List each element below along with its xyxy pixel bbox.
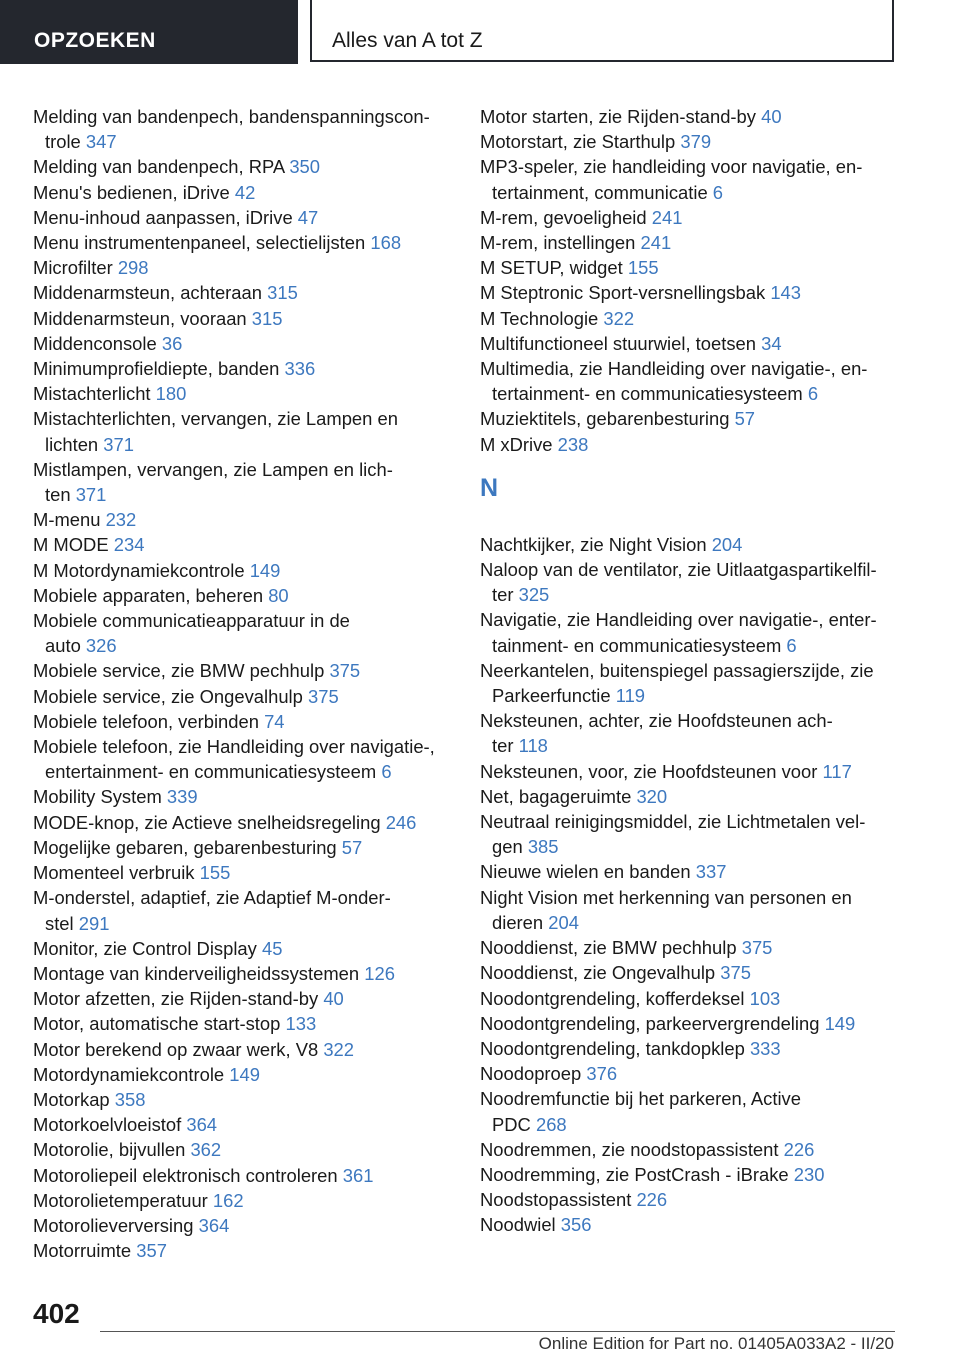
index-entry-text: Monitor, zie Control Display — [33, 937, 257, 959]
index-entry — [33, 331, 453, 356]
index-entry — [33, 1087, 453, 1112]
index-entry-text: Neerkantelen, buitenspiegel passagierszijde, zie — [480, 659, 874, 681]
page-reference-link[interactable]: 226 — [783, 1138, 815, 1160]
index-entry-continuation — [480, 633, 910, 658]
index-entry-text: PDC — [492, 1113, 531, 1135]
section-letter-heading: N — [480, 473, 499, 502]
section-tab-label: OPZOEKEN — [34, 29, 156, 52]
index-column-left — [33, 104, 453, 1263]
index-entry-text: M Motordynamiekcontrole — [33, 559, 245, 581]
index-entry-text: Motorkap — [33, 1088, 110, 1110]
page-reference-link[interactable]: 246 — [385, 811, 417, 833]
page-reference-link[interactable]: 350 — [289, 156, 320, 178]
index-entry — [33, 457, 453, 482]
index-entry-text: Noodontgrendeling, tankdopklep — [480, 1037, 745, 1059]
page-reference-link[interactable]: 40 — [323, 988, 344, 1010]
index-entry-text: Minimumprofieldiepte, banden — [33, 358, 280, 380]
index-entry-text: entertainment- en communicatiesysteem — [45, 761, 377, 783]
index-entry-continuation — [480, 381, 910, 406]
index-entry-text: Noodontgrendeling, parkeervergrendeling — [480, 1012, 820, 1034]
page-reference-link[interactable]: 57 — [734, 408, 756, 430]
index-entry-text: tertainment- en communicatiesysteem — [492, 383, 803, 405]
index-entry-text: Motor berekend op zwaar werk, V8 — [33, 1038, 319, 1060]
index-entry-text: ten — [45, 484, 71, 506]
page-reference-link[interactable]: 6 — [786, 634, 797, 656]
page-reference-link[interactable]: 358 — [114, 1088, 146, 1110]
index-entry — [480, 557, 910, 582]
page-reference-link[interactable]: 155 — [627, 257, 659, 279]
index-entry — [33, 583, 453, 608]
page-reference-link[interactable]: 339 — [166, 786, 198, 808]
page-reference-link[interactable]: 322 — [603, 307, 635, 329]
page-reference-link[interactable]: 356 — [560, 1214, 592, 1236]
page-reference-link[interactable]: 6 — [381, 761, 392, 783]
index-entry-text: Middenarmsteun, vooraan — [33, 307, 247, 329]
index-entry-text: Middenarmsteun, achteraan — [33, 282, 262, 304]
index-entry — [480, 1137, 910, 1162]
index-entry-text: Parkeerfunctie — [492, 685, 611, 707]
page-reference-link[interactable]: 379 — [680, 131, 712, 153]
index-entry-text: auto — [45, 635, 81, 657]
index-entry — [480, 1011, 910, 1036]
page-reference-link[interactable]: 375 — [741, 937, 773, 959]
index-entry-text: Neksteunen, achter, zie Hoofdsteunen ach- — [480, 710, 833, 732]
index-entry — [33, 532, 453, 557]
index-entry — [480, 406, 910, 431]
index-entry-text: Mistachterlicht — [33, 383, 151, 405]
index-entry — [33, 734, 453, 759]
index-entry-text: Menu's bedienen, iDrive — [33, 181, 230, 203]
index-entry — [33, 810, 453, 835]
page-reference-link[interactable]: 234 — [113, 534, 145, 556]
index-entry-text: Mobiele apparaten, beheren — [33, 584, 264, 606]
page-reference-link[interactable]: 375 — [329, 660, 361, 682]
index-entry-text: Noodstopassistent — [480, 1189, 632, 1211]
index-entry-text: MODE-knop, zie Actieve snelheidsregeling — [33, 811, 381, 833]
index-entry — [33, 986, 453, 1011]
page-reference-link[interactable]: 36 — [161, 332, 183, 354]
index-entry — [480, 986, 910, 1011]
index-entry — [480, 935, 910, 960]
index-entry-text: Middenconsole — [33, 332, 157, 354]
index-group-n — [480, 532, 910, 1238]
index-entry — [33, 381, 453, 406]
page-reference-link[interactable]: 117 — [822, 760, 852, 782]
index-entry-text: Motorstart, zie Starthulp — [480, 131, 676, 153]
page-reference-link[interactable]: 57 — [341, 836, 363, 858]
index-entry-text: Microfilter — [33, 257, 113, 279]
index-entry — [480, 607, 910, 632]
index-entry-text: gen — [492, 836, 523, 858]
page-reference-link[interactable]: 375 — [720, 962, 751, 984]
index-entry — [480, 205, 910, 230]
index-entry-continuation — [33, 129, 453, 154]
index-entry-text: stel — [45, 912, 74, 934]
index-entry-continuation — [33, 633, 453, 658]
index-entry — [480, 1212, 910, 1237]
index-entry-text: Noodremfunctie bij het parkeren, Active — [480, 1088, 801, 1110]
index-entry-text: Motorkoelvloeistof — [33, 1114, 182, 1136]
index-entry-continuation — [33, 911, 453, 936]
index-entry-text: M SETUP, widget — [480, 257, 623, 279]
page-reference-link[interactable]: 149 — [824, 1012, 856, 1034]
index-entry-text: Multifunctioneel stuurwiel, toetsen — [480, 332, 757, 354]
page-reference-link[interactable]: 40 — [761, 106, 782, 127]
index-entry-text: Mistlampen, vervangen, zie Lampen en lich- — [33, 458, 393, 480]
page-reference-link[interactable]: 326 — [85, 635, 117, 657]
page-reference-link[interactable]: 143 — [770, 282, 801, 304]
index-entry-continuation — [480, 834, 910, 859]
page-reference-link[interactable]: 204 — [548, 911, 579, 933]
index-entry — [33, 154, 453, 179]
index-entry-continuation — [480, 733, 910, 758]
page-reference-link[interactable]: 336 — [284, 358, 316, 380]
index-entry — [480, 809, 910, 834]
page-reference-link[interactable]: 238 — [557, 433, 589, 455]
index-entry-text: ter — [492, 735, 514, 757]
index-column-right — [480, 104, 910, 1238]
index-entry — [33, 784, 453, 809]
index-entry-continuation — [33, 759, 453, 784]
index-entry — [480, 104, 910, 129]
index-entry — [480, 306, 910, 331]
index-entry — [33, 406, 453, 431]
index-entry — [33, 1213, 453, 1238]
footer-divider — [100, 1331, 895, 1332]
page-reference-link[interactable]: 376 — [586, 1063, 618, 1085]
page-reference-link[interactable]: 315 — [267, 282, 298, 304]
index-entry-text: Menu instrumentenpaneel, selectielijsten — [33, 232, 366, 254]
page-reference-link[interactable]: 6 — [712, 181, 724, 203]
page-reference-link[interactable]: 133 — [285, 1013, 317, 1035]
page-reference-link[interactable]: 325 — [518, 584, 550, 606]
index-entry-text: Melding van bandenpech, RPA — [33, 156, 285, 178]
page-reference-link[interactable]: 42 — [234, 181, 256, 203]
index-entry — [33, 658, 453, 683]
page-reference-link[interactable]: 149 — [249, 559, 281, 581]
index-entry-text: Night Vision met herkenning van personen en — [480, 886, 852, 908]
index-entry — [33, 860, 453, 885]
page-reference-link[interactable]: 6 — [807, 383, 819, 405]
index-entry — [33, 255, 453, 280]
page-reference-link[interactable]: 149 — [229, 1063, 260, 1085]
index-entry-text: M-menu — [33, 509, 101, 531]
index-entry — [33, 356, 453, 381]
index-entry-text: Nooddienst, zie BMW pechhulp — [480, 937, 737, 959]
index-entry-text: M-rem, instellingen — [480, 232, 636, 254]
index-entry-text: dieren — [492, 911, 544, 933]
index-entry-text: Noodontgrendeling, kofferdeksel — [480, 987, 745, 1009]
page-reference-link[interactable]: 34 — [761, 332, 782, 354]
page-reference-link[interactable]: 320 — [636, 785, 668, 807]
index-entry-text: Mobiele communicatieapparatuur in de — [33, 610, 350, 632]
index-entry-text: Montage van kinderveiligheidssystemen — [33, 962, 360, 984]
index-entry-text: Net, bagageruimte — [480, 785, 632, 807]
index-entry — [33, 961, 453, 986]
index-entry-text: Momenteel verbruik — [33, 862, 195, 884]
page-reference-link[interactable]: 168 — [370, 232, 402, 254]
section-tab — [0, 0, 298, 64]
index-entry-text: Motorolietemperatuur — [33, 1189, 208, 1211]
page-reference-link[interactable]: 357 — [136, 1240, 167, 1262]
index-entry — [480, 154, 910, 179]
index-entry-text: Naloop van de ventilator, zie Uitlaatgaspartikelfil- — [480, 559, 877, 581]
page-reference-link[interactable]: 45 — [261, 937, 283, 959]
index-entry-text: Muziektitels, gebarenbesturing — [480, 408, 730, 430]
index-entry-text: tertainment, communicatie — [492, 181, 708, 203]
index-entry-text: Noodremmen, zie noodstopassistent — [480, 1138, 779, 1160]
index-entry-continuation — [33, 432, 453, 457]
index-entry-text: Motorruimte — [33, 1240, 132, 1262]
index-entry — [33, 1011, 453, 1036]
index-entry-text: Motor, automatische start-stop — [33, 1013, 281, 1035]
page-reference-link[interactable]: 103 — [749, 987, 781, 1009]
index-entry — [480, 1036, 910, 1061]
index-entry — [480, 331, 910, 356]
index-entry — [33, 1163, 453, 1188]
page-reference-link[interactable]: 371 — [103, 433, 134, 455]
index-entry-text: Nieuwe wielen en banden — [480, 861, 691, 883]
page-reference-link[interactable]: 155 — [199, 862, 231, 884]
index-entry-text: Navigatie, zie Handleiding over navigatie-, enter- — [480, 609, 877, 631]
page-reference-link[interactable]: 118 — [518, 735, 548, 757]
page-reference-link[interactable]: 119 — [615, 685, 646, 707]
index-entry-continuation — [33, 482, 453, 507]
index-entry — [33, 180, 453, 205]
index-entry-text: Noodoproep — [480, 1063, 582, 1085]
index-entry-text: Neksteunen, voor, zie Hoofdsteunen voor — [480, 760, 818, 782]
index-entry — [33, 1238, 453, 1263]
index-entry-text: Nachtkijker, zie Night Vision — [480, 533, 707, 555]
page-reference-link[interactable]: 375 — [308, 685, 339, 707]
index-entry-text: Mogelijke gebaren, gebarenbesturing — [33, 836, 337, 858]
index-entry-text: M xDrive — [480, 433, 553, 455]
index-entry-text: Motoroliepeil elektronisch controleren — [33, 1164, 338, 1186]
page-reference-link[interactable]: 241 — [640, 232, 672, 254]
page-reference-link[interactable]: 364 — [186, 1114, 218, 1136]
index-entry — [480, 129, 910, 154]
index-entry — [480, 885, 910, 910]
index-entry-text: M Steptronic Sport-versnellingsbak — [480, 282, 766, 304]
index-entry — [480, 784, 910, 809]
index-entry — [480, 1187, 910, 1212]
index-entry-text: Mobiele telefoon, verbinden — [33, 710, 259, 732]
index-entry-text: Melding van bandenpech, bandenspanningscon- — [33, 106, 430, 127]
index-entry-text: trole — [45, 131, 81, 153]
index-entry — [33, 306, 453, 331]
index-entry-text: Mistachterlichten, vervangen, zie Lampen en — [33, 408, 398, 430]
index-entry — [480, 255, 910, 280]
page-reference-link[interactable]: 162 — [212, 1189, 244, 1211]
index-entry — [33, 104, 453, 129]
index-entry — [33, 1112, 453, 1137]
page-reference-link[interactable]: 241 — [651, 206, 683, 228]
page-reference-link[interactable]: 361 — [342, 1164, 374, 1186]
page-reference-link[interactable]: 298 — [117, 257, 149, 279]
index-entry — [33, 1137, 453, 1162]
page-reference-link[interactable]: 204 — [711, 533, 743, 555]
page-reference-link[interactable]: 315 — [251, 307, 283, 329]
index-entry-text: Noodwiel — [480, 1214, 556, 1236]
page-reference-link[interactable]: 337 — [695, 861, 727, 883]
index-entry — [480, 280, 910, 305]
index-entry — [33, 885, 453, 910]
page-reference-link[interactable]: 371 — [75, 484, 107, 506]
index-entry-continuation — [480, 180, 910, 205]
page-reference-link[interactable]: 80 — [268, 584, 289, 606]
index-group-m-continued — [480, 104, 910, 457]
index-entry-text: ter — [492, 584, 514, 606]
index-entry — [480, 432, 910, 457]
page-reference-link[interactable]: 230 — [793, 1163, 825, 1185]
index-entry — [480, 356, 910, 381]
index-entry — [480, 230, 910, 255]
index-entry-text: M Technologie — [480, 307, 599, 329]
page-reference-link[interactable]: 364 — [198, 1214, 230, 1236]
page-reference-link[interactable]: 362 — [190, 1139, 222, 1161]
index-entry-text: Multimedia, zie Handleiding over navigatie-, en- — [480, 358, 868, 380]
index-entry-continuation — [480, 1112, 910, 1137]
page-number: 402 — [33, 1298, 80, 1329]
index-entry — [480, 759, 910, 784]
page-reference-link[interactable]: 385 — [527, 836, 559, 858]
edition-footer: Online Edition for Part no. 01405A033A2 - II/20 — [538, 1334, 894, 1353]
index-entry-text: Neutraal reinigingsmiddel, zie Lichtmetalen vel- — [480, 811, 866, 833]
index-entry-text: MP3-speler, zie handleiding voor navigatie, en- — [480, 156, 863, 178]
index-entry — [480, 658, 910, 683]
index-entry-continuation — [480, 683, 910, 708]
index-entry — [33, 230, 453, 255]
index-entry-text: Mobiele service, zie Ongevalhulp — [33, 685, 303, 707]
index-entry — [33, 835, 453, 860]
index-entry-text: M MODE — [33, 534, 109, 556]
index-entry — [480, 532, 910, 557]
index-entry-text: Mobiele service, zie BMW pechhulp — [33, 660, 325, 682]
index-entry-text: Nooddienst, zie Ongevalhulp — [480, 962, 716, 984]
index-entry — [33, 608, 453, 633]
index-entry-text: lichten — [45, 433, 99, 455]
index-entry — [33, 507, 453, 532]
page-reference-link[interactable]: 347 — [85, 131, 117, 153]
index-entry-text: Mobiele telefoon, zie Handleiding over navigatie-, — [33, 736, 435, 758]
index-entry-text: tainment- en communicatiesysteem — [492, 634, 782, 656]
index-entry-text: Motor afzetten, zie Rijden-stand-by — [33, 988, 319, 1010]
index-entry-continuation — [480, 582, 910, 607]
index-entry-text: M-onderstel, adaptief, zie Adaptief M-onder- — [33, 887, 391, 909]
page-reference-link[interactable]: 268 — [535, 1113, 567, 1135]
index-entry-text: Noodremming, zie PostCrash - iBrake — [480, 1163, 789, 1185]
index-entry — [33, 709, 453, 734]
page-reference-link[interactable]: 126 — [364, 962, 395, 984]
index-entry — [480, 1061, 910, 1086]
index-entry-continuation — [480, 910, 910, 935]
page-reference-link[interactable]: 74 — [264, 710, 285, 732]
page-reference-link[interactable]: 322 — [323, 1038, 355, 1060]
page-reference-link[interactable]: 180 — [155, 383, 187, 405]
page-reference-link[interactable]: 232 — [105, 509, 137, 531]
index-entry — [480, 859, 910, 884]
index-entry-text: Motorolieverversing — [33, 1214, 194, 1236]
index-entry — [480, 708, 910, 733]
index-entry-text: Mobility System — [33, 786, 162, 808]
page-reference-link[interactable]: 47 — [297, 206, 319, 228]
index-entry — [33, 558, 453, 583]
index-entry-text: Motor starten, zie Rijden-stand-by — [480, 106, 756, 127]
page-reference-link[interactable]: 333 — [749, 1037, 781, 1059]
index-entry — [480, 1086, 910, 1111]
index-entry — [33, 1037, 453, 1062]
index-entry — [480, 960, 910, 985]
index-entry — [33, 280, 453, 305]
index-entry — [33, 1062, 453, 1087]
index-entry — [480, 1162, 910, 1187]
page-header-title — [310, 0, 894, 62]
index-entry — [33, 936, 453, 961]
index-entry — [33, 1188, 453, 1213]
page-title: Alles van A tot Z — [332, 29, 483, 52]
index-entry-text: Motorolie, bijvullen — [33, 1139, 186, 1161]
index-entry — [33, 684, 453, 709]
index-entry-text: Motordynamiekcontrole — [33, 1063, 225, 1085]
index-entry-text: Menu-inhoud aanpassen, iDrive — [33, 206, 293, 228]
page-reference-link[interactable]: 291 — [78, 912, 110, 934]
page-reference-link[interactable]: 226 — [636, 1189, 668, 1211]
index-entry-text: M-rem, gevoeligheid — [480, 206, 647, 228]
index-entry — [33, 205, 453, 230]
